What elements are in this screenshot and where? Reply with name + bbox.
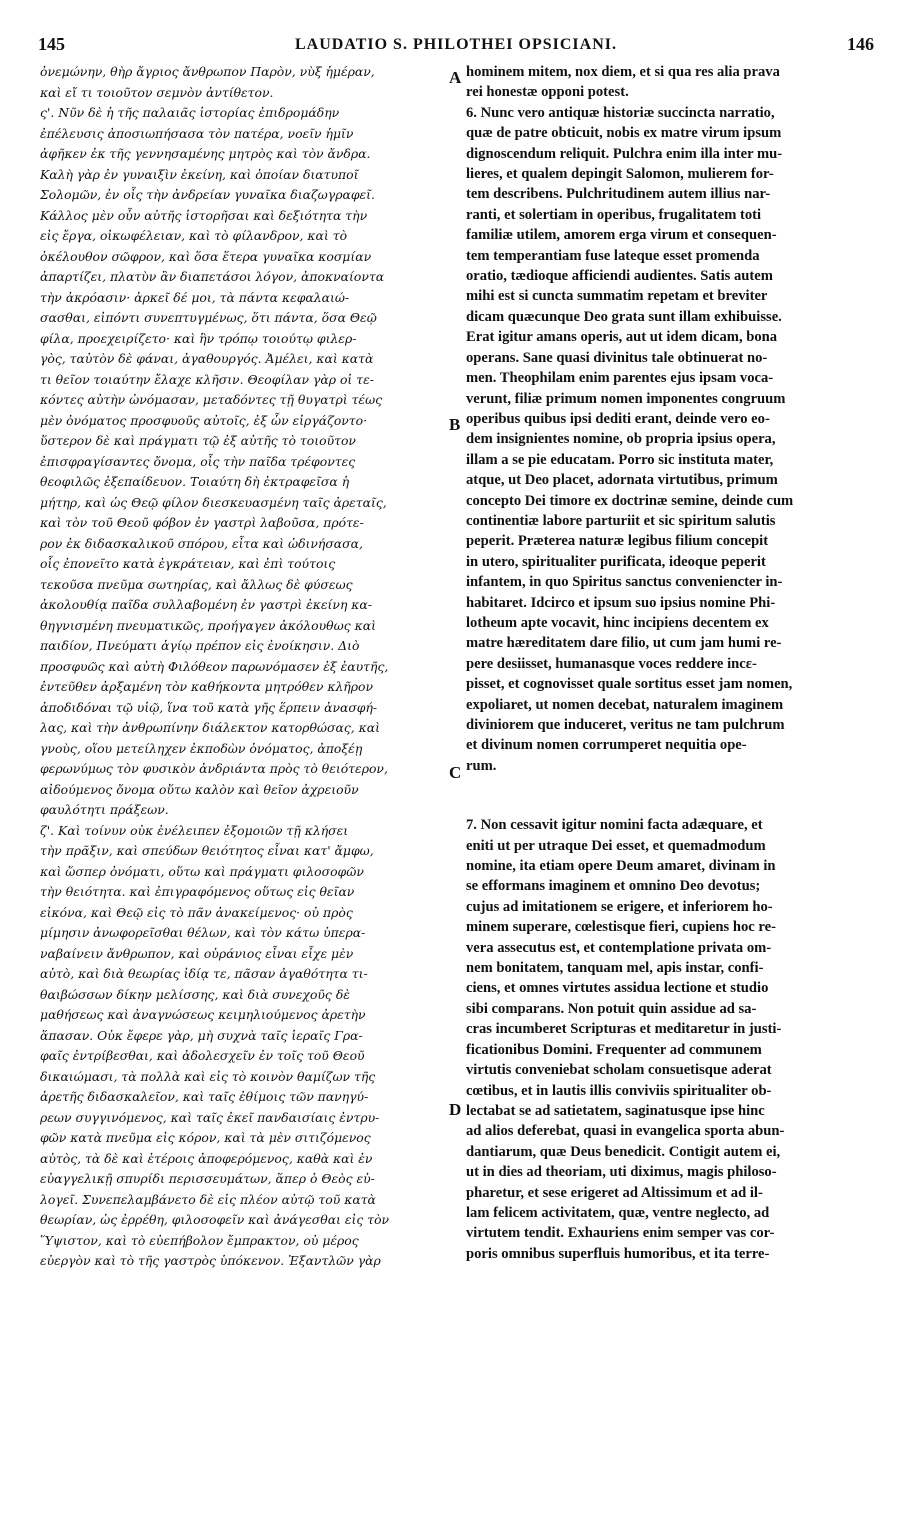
greek-text-line: ὕστερον δὲ καὶ πράγματι τῷ ἐξ αὐτῆς τὸ τοιοῦτον [40, 433, 356, 448]
greek-text-line: λας, καὶ τὴν ἀνθρωπίνην διάλεκτον κατορθώσας, καὶ [40, 720, 380, 735]
latin-text-line: cras incumberet Scripturas et meditaretur in justi- [466, 1021, 782, 1038]
greek-text-line: γὸς, ταὐτὸν δὲ φάναι, ἀγαθουργός. Ἀμέλει, καὶ κατὰ [40, 351, 374, 366]
latin-text-line: minem superare, cœlestisque fieri, cupiens hoc re- [466, 919, 776, 936]
latin-text-line: pharetur, et sese erigeret ad Altissimum et ad il- [466, 1184, 763, 1201]
latin-text-line: verunt, filiæ primum nomen imponentes congruum [466, 390, 786, 407]
greek-text-line: ἀπαρτίζει, πλατὺν ἂν διαπετάσοι λόγον, ἀποκναίοντα [40, 269, 385, 284]
latin-text-line: lectabat se ad satietatem, saginatusque ipse hinc [466, 1102, 765, 1119]
latin-text-line: lam felicem activitatem, quæ, ventre neglecto, ad [466, 1204, 770, 1221]
latin-text-line: cœtibus, et in lautis illis conviviis spiritualiter ob- [466, 1082, 772, 1099]
greek-text-line: παιδίον, Πνεύματι ἁγίῳ πρέπον εἰς ἐνοίκησιν. Διὸ [40, 638, 360, 653]
greek-text-line: δικαιώμασι, τὰ πολλὰ καὶ εἰς τὸ κοινὸν θαμίζων τῆς [40, 1068, 376, 1084]
latin-text-line: infantem, in quo Spiritus sanctus conveniencter in- [466, 574, 783, 591]
greek-text-line: εὐεργὸν καὶ τὸ τῆς γαστρὸς ὑπόκενον. Ἐξαντλῶν γὰρ [40, 1253, 381, 1268]
greek-text-line: καὶ τὸν τοῦ Θεοῦ φόβον ἐν γαστρὶ λαβοῦσα, πρότε- [40, 515, 364, 530]
greek-text-line: Ὕψιστον, καὶ τὸ εὐεπήβολον ἔμπρακτον, οὐ μέρος [40, 1232, 359, 1248]
latin-text-line: eniti ut per utraque Dei esset, et quemadmodum [466, 837, 766, 854]
latin-text-line: dicam quæcunque Deo grata sunt illam exhibuisse. [466, 308, 782, 325]
latin-text-line: pisset, et cognovisset quale sortitus esset jam nomen, [466, 676, 793, 693]
greek-text-line: τὴν θειότητα. καὶ ἐπιγραφόμενος οὕτως εἰς θεῖαν [40, 884, 355, 899]
latin-text-line: hominem mitem, nox diem, et si qua res alia prava [466, 64, 780, 80]
latin-text-line: Erat igitur amans operis, aut ut idem dicam, bona [466, 329, 778, 346]
greek-text-line: καὶ ὥσπερ ὀνόματι, οὕτω καὶ πράγματι φιλοσοφῶν [40, 863, 364, 879]
margin-marker-b: B [449, 415, 461, 434]
greek-text-line: ἀρετῆς διδασκαλεῖον, καὶ ταῖς ἐθίμοις τῶν πανηγύ- [40, 1089, 369, 1104]
latin-text-line: vera assecutus est, et contemplatione privata om- [466, 939, 772, 956]
greek-text-line: Καλὴ γὰρ ἐν γυναιξὶν ἐκείνη, καὶ ὁποίαν διατυποῖ [40, 166, 359, 182]
greek-text-line: ἀποδιδόναι τῷ υἱῷ, ἵνα τοῦ κατὰ γῆς ἕρπειν ἀνασφή- [40, 699, 378, 715]
latin-text-line: lotheum apte vocavit, hinc incipiens decentem ex [466, 614, 769, 631]
latin-text-line: diviniorem que induceret, veritus ne tam pulchrum [466, 717, 785, 733]
greek-text-line: αὐτὸς, τὰ δὲ καὶ ἑτέροις ἀποφερόμενος, καθὰ καὶ ἐν [40, 1150, 373, 1166]
latin-text-line: tem temperantiam fuse lateque esset promenda [466, 247, 760, 264]
latin-text-line: dem insignientes nomine, ob propria ipsius opera, [466, 431, 776, 448]
greek-text-line: ρεων συγγινόμενος, καὶ ταῖς ἐκεῖ πανδαισίαις ἐντρυ- [40, 1109, 380, 1125]
latin-text-line: familiæ utilem, amorem erga virum et consequen- [466, 227, 777, 244]
greek-text-line: ἐντεῦθεν ἀρξαμένη τὸν καθήκοντα μητρόθεν κλῆρον [40, 679, 374, 694]
running-title: LAUDATIO S. PHILOTHEI OPSICIANI. [295, 36, 617, 53]
latin-text-line: virtutis conveniebat scholam consuetisque aderat [466, 1062, 772, 1079]
greek-text-line: μίμησιν ἀνωφορεῖσθαι θέλων, καὶ τὸν κάτω ὑπερα- [40, 925, 366, 940]
greek-paragraph-7 [40, 821, 450, 1272]
latin-text-line: men. Theophilam enim parentes ejus ipsam voca- [466, 370, 774, 387]
greek-text-line: εὐαγγελικῇ σπυρίδι περισσευμάτων, ἅπερ ὁ Θεὸς εὐ- [40, 1171, 375, 1186]
greek-text-line: αὐτὸ, καὶ διὰ θεωρίας ἰδίᾳ τε, πᾶσαν ἀγαθότητα τι- [40, 966, 368, 981]
greek-text-line: ὀκέλουθον σῶφρον, καὶ ὅσα ἕτερα γυναῖκα κοσμίαν [40, 248, 372, 264]
greek-text-line: ρον ἐκ διδασκαλικοῦ σπόρου, εἶτα καὶ ὠδινήσασα, [40, 535, 363, 551]
latin-text-line: peperit. Præterea naturæ legibus filium concepit [466, 533, 769, 550]
latin-text-line: operans. Sane quasi divinitus tale obtinuerat no- [466, 349, 768, 366]
latin-text-line: ut in dies ad theoriam, uti diximus, magis philoso- [466, 1164, 777, 1181]
margin-marker-a: A [449, 68, 462, 87]
greek-text-line: μὲν ὀνόματος προσφυοῦς αὐτοῖς, ἐξ ὧν εἰργάζοντο· [40, 412, 368, 428]
latin-paragraph-6 [466, 103, 874, 776]
greek-text-line: ναβαίνειν ἄνθρωπον, καὶ οὐράνιος εἶναι εἶχε μὲν [40, 945, 354, 961]
latin-text-line: continentiæ labore parturiit et sic spiritum salutis [466, 512, 776, 529]
latin-paragraph-intro [466, 62, 874, 103]
margin-marker-d: D [449, 1100, 462, 1119]
greek-text-line: θεωρίαν, ὡς ἐρρέθη, φιλοσοφεῖν καὶ ἀνάγεσθαι εἰς τὸν [40, 1212, 390, 1227]
greek-text-line: ἐπέλευσις ἀποσιωπήσασα τὸν πατέρα, νοεῖν ἡμῖν [40, 125, 354, 141]
latin-text-line: ad alios deferebat, quasi in evangelica sporta abun- [466, 1123, 785, 1140]
latin-text-line: in utero, spiritualiter purificata, ideoque peperit [466, 553, 766, 570]
latin-text-line: poris omnibus superfluis humoribus, et ita terre- [466, 1245, 770, 1262]
latin-text-line: habitaret. Idcirco et ipsum suo ipsius nomine Phi- [466, 594, 776, 611]
greek-text-line: γνοὺς, οἵου μετείληχεν ἐκποδὼν ὀνόματος, ἀποξέῃ [40, 740, 363, 756]
greek-text-line: προσφυῶς καὶ αὐτὴ Φιλόθεον παρωνόμασεν ἐξ ἑαυτῆς, [40, 658, 389, 674]
greek-text-line: λογεῖ. Συνεπελαμβάνετο δὲ εἰς πλέον αὐτῷ τοῦ κατὰ [40, 1191, 376, 1207]
latin-text-line: ciens, et omnes virtutes assidua lectione et studio [466, 980, 769, 997]
latin-text-line: illam a se pie educatam. Porro sic instituta mater, [466, 451, 774, 468]
greek-text-line: ζ'. Καὶ τοίνυν οὐκ ἐνέλειπεν ἐξομοιῶν τῇ κλήσει [40, 822, 349, 838]
latin-text-line: expoliaret, ut nomen decebat, naturalem imaginem [466, 696, 784, 713]
latin-text-line: ficationibus Domini. Frequenter ad communem [466, 1041, 762, 1058]
latin-text-line: 6. Nunc vero antiquæ historiæ succincta narratio, [466, 104, 775, 121]
greek-text-line: φερωνύμως τὸν φυσικὸν ἀνδριάντα πρὸς τὸ θειότερον, [40, 761, 388, 776]
latin-text-line: matre hæreditatem dare filio, ut cum jam humi re- [466, 635, 782, 652]
latin-text-line: 7. Non cessavit igitur nomini facta adæquare, et [466, 817, 763, 834]
greek-text-line: Σολομῶν, ἐν οἷς τὴν ἀνδρείαν γυναῖκα διαζωγραφεῖ. [40, 187, 375, 202]
latin-paragraph-7 [466, 815, 874, 1264]
latin-text-line: operibus quibus ipsi dediti erant, deinde vero eo- [466, 410, 770, 427]
greek-column [40, 62, 450, 1272]
latin-text-line: dignoscendum reliquit. Pulchra enim illa inter mu- [466, 145, 783, 162]
greek-text-line: θαιβώσσων δίκην μελίσσης, καὶ διὰ συνεχοῦς δὲ [40, 986, 350, 1002]
margin-marker-c: C [449, 763, 462, 782]
latin-text-line: sibi comparans. Non potuit quin assidue ad sa- [466, 1000, 757, 1017]
greek-text-line: μαθήσεως καὶ ἀναγνώσεως κειμηλιούμενος ἀρετὴν [40, 1007, 366, 1022]
greek-text-line: τεκοῦσα πνεῦμα σωτηρίας, καὶ ἄλλως δὲ φύσεως [40, 576, 353, 592]
greek-text-line: τι θεῖον τοιαύτην ἔλαχε κλῆσιν. Θεοφίλαν γὰρ οἱ τε- [40, 371, 374, 387]
greek-text-line: θηγνισμένη πνευματικῶς, προήγαγεν ἀκόλουθως καὶ [40, 617, 376, 633]
latin-text-line: rei honestæ opponi potest. [466, 84, 629, 101]
latin-text-line: ranti, et solertiam in operibus, frugalitatem toti [466, 206, 762, 223]
latin-text-line: se efformans imaginem et omnino Deo devotus; [466, 878, 761, 895]
latin-text-line: quæ de patre obticuit, nobis ex matre virum ipsum [466, 125, 782, 142]
latin-text-line: cujus ad imitationem se erigere, et inferiorem ho- [466, 898, 773, 915]
latin-text-line: tem describens. Pulchritudinem autem illius nar- [466, 186, 771, 203]
greek-text-line: θεοφιλῶς ἐξεπαίδευον. Τοιαύτη δὴ ἐκτραφεῖσα ἡ [40, 474, 350, 489]
greek-text-line: φαυλότητι πράξεων. [40, 802, 169, 817]
greek-text-line: φῶν κατὰ πνεῦμα εἰς κόρον, καὶ τὰ μὲν σιτιζόμενος [40, 1130, 371, 1145]
greek-text-line: αἰδούμενος ὄνομα οὕτω καλὸν καὶ θεῖον ἀχρειοῦν [40, 781, 359, 797]
latin-column [466, 62, 874, 1264]
greek-text-line: ἅπασαν. Οὐκ ἔφερε γὰρ, μὴ συχνὰ ταῖς ἱεραῖς Γρα- [40, 1027, 363, 1043]
greek-text-line: μήτηρ, καὶ ὡς Θεῷ φίλον διεσκευασμένη ταῖς ἀρεταῖς, [40, 494, 387, 510]
greek-paragraph-6 [40, 103, 450, 821]
greek-text-line: Κάλλος μὲν οὖν αὐτῆς ἱστορῆσαι καὶ δεξιότητα τὴν [40, 207, 368, 223]
page-number-right: 146 [847, 34, 874, 54]
greek-text-line: ς'. Νῦν δὲ ἡ τῆς παλαιᾶς ἱστορίας ἐπιδρομάδην [40, 105, 340, 120]
latin-text-line: oratio, tædioque afficiendi audientes. Satis autem [466, 268, 773, 285]
greek-text-line: σασθαι, εἰπόντι συνεπτυγμένως, ὅτι πάντα, ὅσα Θεῷ [40, 310, 377, 325]
greek-text-line: τὴν πρᾶξιν, καὶ σπεύδων θειότητος εἶναι κατ' ἄμφω, [40, 843, 374, 858]
latin-text-line: lieres, et qualem depingit Salomon, mulierem for- [466, 166, 774, 183]
latin-text-line: nomine, ita etiam opere Deum amaret, divinam in [466, 858, 776, 875]
greek-text-line: ἀφῆκεν ἐκ τῆς γεννησαμένης μητρὸς καὶ τὸν ἄνδρα. [40, 146, 371, 161]
latin-text-line: virtutem tendit. Exhauriens enim semper vas cor- [466, 1225, 775, 1242]
greek-text-line: εἰς ἔργα, οἰκωφέλειαν, καὶ τὸ φίλανδρον, καὶ τὸ [40, 228, 348, 243]
latin-text-line: nem bonitatem, tanquam mel, apis instar, confi- [466, 960, 764, 977]
latin-text-line: mihi est si cuncta summatim repetam et breviter [466, 288, 768, 305]
page-header [38, 34, 874, 60]
greek-text-line: τὴν ἀκρόασιν· ἀρκεῖ δέ μοι, τὰ πάντα κεφαλαιώ- [40, 289, 350, 305]
latin-text-line: pere desiisset, humanasque voces reddere incε- [466, 655, 757, 672]
latin-text-line: et divinum nomen corrumperet nequitia ope- [466, 737, 747, 754]
greek-text-line: φίλα, προεχειρίζετο· καὶ ἣν τρόπῳ τοιούτῳ φιλερ- [40, 330, 357, 346]
greek-text-line: κόντες αὐτὴν ὠνόμασαν, μεταδόντες τῇ θυγατρὶ τέως [40, 392, 383, 407]
latin-text-line: concepto Dei timore ex doctrinæ semine, deinde cum [466, 492, 794, 509]
greek-paragraph-intro [40, 62, 450, 103]
latin-text-line: rum. [466, 757, 497, 774]
greek-text-line: καὶ εἴ τι τοιοῦτον σεμνὸν ἀντίθετον. [40, 84, 274, 100]
greek-text-line: εἰκόνα, καὶ Θεῷ εἰς τὸ πᾶν ἀνακείμενος· οὐ πρὸς [40, 904, 353, 920]
paragraph-gap [466, 776, 874, 815]
latin-text-line: atque, ut Deo placet, adornata virtutibus, primum [466, 472, 778, 489]
greek-text-line: φαῖς ἐντρίβεσθαι, καὶ ἀδολεσχεῖν ἐν τοῖς τοῦ Θεοῦ [40, 1048, 365, 1063]
latin-text-line: dantiarum, quæ Deus benedicit. Contigit autem ei, [466, 1143, 781, 1160]
greek-text-line: ἐπισφραγίσαντες ὄνομα, οἷς τὴν παῖδα τρέφοντες [40, 453, 356, 469]
greek-text-line: ἀκολουθίᾳ παῖδα συλλαβομένη ἐν γαστρὶ ἐκείνη κα- [40, 597, 372, 612]
greek-text-line: ὀνεμώνην, θὴρ ἄγριος ἄνθρωπον Παρὸν, νὺξ ἡμέραν, [40, 64, 375, 79]
greek-text-line: οἷς ἐπονεῖτο κατὰ ἐγκράτειαν, καὶ ἐπὶ τούτοις [40, 556, 336, 571]
page-number-left: 145 [38, 34, 65, 54]
